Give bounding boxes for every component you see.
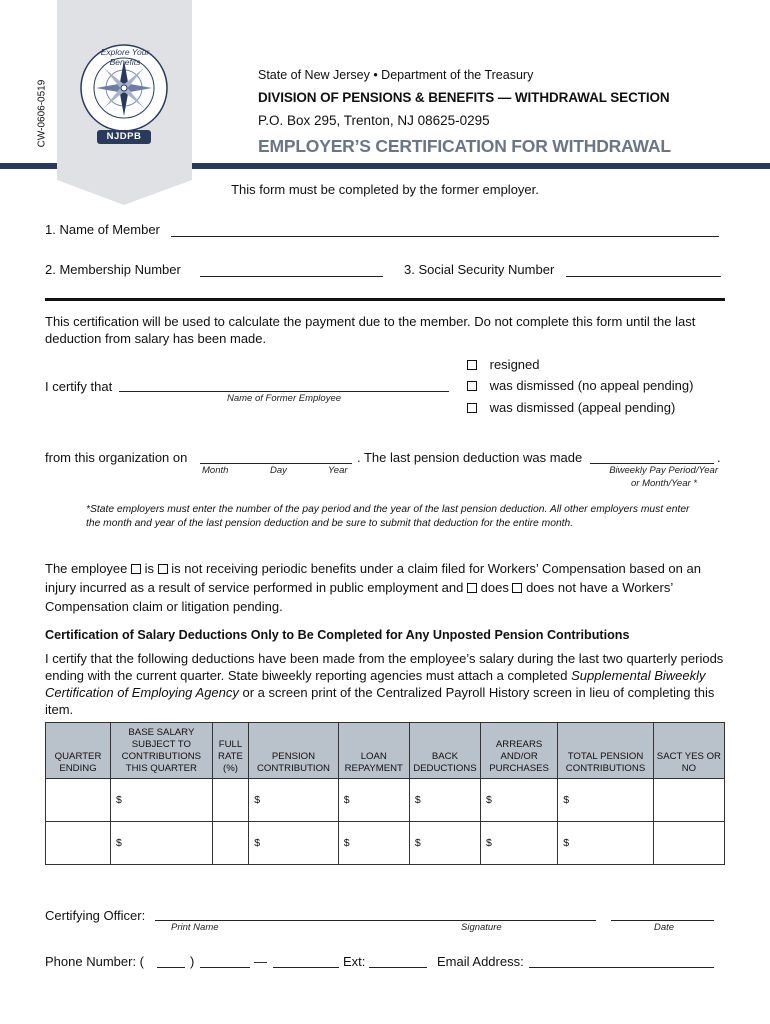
col-sact: SACT YES OR NO [653, 723, 724, 779]
phone-label: Phone Number: ( [45, 954, 144, 969]
phone-line-field[interactable] [273, 967, 339, 968]
header-rule-gap [57, 162, 192, 170]
table-cell[interactable]: $ [558, 779, 654, 822]
option-resigned-label: resigned [489, 357, 540, 372]
does-checkbox[interactable] [467, 583, 477, 593]
separation-label: from this organization on [45, 450, 188, 465]
table-cell[interactable] [212, 779, 249, 822]
table-cell[interactable]: $ [409, 779, 480, 822]
table-cell[interactable] [46, 779, 111, 822]
wc-part-4: does [480, 580, 509, 595]
table-cell[interactable]: $ [338, 822, 409, 865]
phone-dash: — [254, 954, 267, 969]
option-dismissed-no-appeal[interactable] [467, 378, 693, 393]
area-code-field[interactable] [157, 967, 185, 968]
table-cell[interactable]: $ [480, 779, 557, 822]
wc-part-2: is [144, 561, 155, 576]
col-arrears: ARREARS AND/OR PURCHASES [480, 723, 557, 779]
col-pension-contribution: PENSION CONTRIBUTION [249, 723, 338, 779]
col-total-pension: TOTAL PENSION CONTRIBUTIONS [558, 723, 654, 779]
ssn-field[interactable] [566, 276, 721, 277]
form-title: EMPLOYER’S CERTIFICATION FOR WITHDRAWAL [258, 136, 671, 156]
col-quarter-ending: QUARTER ENDING [46, 723, 111, 779]
ext-field[interactable] [369, 967, 427, 968]
table-cell[interactable] [653, 822, 724, 865]
option-dismissed-appeal-label: was dismissed (appeal pending) [489, 400, 676, 415]
logo-banner [57, 0, 192, 205]
membership-number-label: 2. Membership Number [45, 262, 181, 277]
table-cell[interactable]: $ [111, 779, 213, 822]
does-not-checkbox[interactable] [512, 583, 522, 593]
logo-tagline: Explore Your Benefits [100, 47, 150, 67]
logo-abbr: NJDPB [106, 131, 142, 142]
dismissed-no-appeal-checkbox[interactable] [467, 381, 477, 391]
table-cell[interactable]: $ [409, 822, 480, 865]
ssn-label: 3. Social Security Number [404, 262, 555, 277]
col-base-salary: BASE SALARY SUBJECT TO CONTRIBUTIONS THIS QUARTER [111, 723, 213, 779]
period-label-1: Biweekly Pay Period/Year [609, 465, 718, 476]
salary-section-text [45, 650, 729, 718]
salary-text-2: Supplemental Biweekly Certification of Employing Agency [45, 668, 706, 700]
phone-paren: ) [190, 954, 195, 969]
table-cell[interactable]: $ [558, 822, 654, 865]
officer-name-signature-field[interactable] [155, 920, 596, 921]
wc-part-1: The employee [45, 561, 128, 576]
certification-text: This certification will be used to calculate the payment due to the member. Do not complete this form until the last deduction from salary has been made. [45, 314, 696, 346]
period-label-2: or Month/Year * [630, 478, 697, 489]
former-employee-sublabel: Name of Former Employee [226, 393, 342, 404]
intro-text: This form must be completed by the former employer. [231, 182, 539, 197]
address-line: P.O. Box 295, Trenton, NJ 08625-0295 [258, 113, 490, 128]
year-label: Year [328, 465, 348, 476]
workers-comp-text [45, 559, 735, 616]
agency-line: State of New Jersey • Department of the Treasury [258, 68, 534, 82]
is-not-checkbox[interactable] [158, 564, 168, 574]
name-of-member-label: 1. Name of Member [45, 222, 160, 237]
print-name-label: Print Name [171, 922, 219, 933]
month-label: Month [202, 465, 229, 476]
option-dismissed-appeal[interactable] [467, 400, 675, 415]
table-cell[interactable] [46, 822, 111, 865]
last-deduction-field[interactable] [590, 463, 714, 464]
deductions-table [45, 722, 725, 865]
end-period: . [717, 450, 721, 465]
certify-label: I certify that [45, 379, 113, 394]
option-resigned[interactable] [467, 357, 540, 372]
phone-prefix-field[interactable] [200, 967, 250, 968]
day-label: Day [270, 465, 287, 476]
salary-text-1: I certify that the following deductions have been made from the employee’s salary during the last two quarterly periods ending with the current quarter. State biweekly reporting agencies must attach a completed [45, 651, 724, 683]
officer-date-field[interactable] [611, 920, 714, 921]
table-row [46, 822, 725, 865]
certifying-officer-label: Certifying Officer: [45, 908, 146, 923]
table-cell[interactable]: $ [249, 779, 338, 822]
resigned-checkbox[interactable] [467, 360, 477, 370]
membership-number-field[interactable] [200, 276, 383, 277]
table-row [46, 779, 725, 822]
table-cell[interactable]: $ [111, 822, 213, 865]
salary-text-3: or a screen print of the Centralized Payroll History screen in lieu of completing this item. [45, 685, 715, 717]
table-cell[interactable]: $ [338, 779, 409, 822]
section-rule [45, 298, 725, 301]
separation-date-field[interactable] [200, 463, 352, 464]
former-employee-field[interactable] [119, 391, 449, 392]
is-checkbox[interactable] [131, 564, 141, 574]
table-cell[interactable]: $ [480, 822, 557, 865]
table-cell[interactable] [653, 779, 724, 822]
state-employer-note: *State employers must enter the number of the pay period and the year of the last pension deduction. All other employers must enter the month and year of the last pension deduction and be sure to submit that deduction for the entire month. [86, 504, 690, 529]
email-label: Email Address: [437, 954, 524, 969]
table-header-row [46, 723, 725, 779]
wc-part-3: is not receiving periodic benefits under a claim filed for Workers’ Compensation based on an injury incurred as a result of service performed in public employment and [45, 561, 701, 595]
col-back-deductions: BACK DEDUCTIONS [409, 723, 480, 779]
col-full-rate: FULL RATE (%) [212, 723, 249, 779]
ext-label: Ext: [343, 954, 366, 969]
salary-section-heading: Certification of Salary Deductions Only to Be Completed for Any Unposted Pension Contributions [45, 628, 630, 642]
name-of-member-field[interactable] [171, 236, 719, 237]
form-code: CW-0606-0519 [36, 79, 48, 148]
option-dismissed-no-appeal-label: was dismissed (no appeal pending) [489, 378, 694, 393]
last-deduction-label: . The last pension deduction was made [357, 450, 583, 465]
wc-part-5: does not have a Workers’ Compensation claim or litigation pending. [45, 580, 673, 614]
email-field[interactable] [529, 967, 714, 968]
dismissed-appeal-checkbox[interactable] [467, 403, 477, 413]
col-loan-repayment: LOAN REPAYMENT [338, 723, 409, 779]
table-cell[interactable] [212, 822, 249, 865]
date-label: Date [654, 922, 675, 933]
table-cell[interactable]: $ [249, 822, 338, 865]
signature-label: Signature [461, 922, 502, 933]
division-line: DIVISION OF PENSIONS & BENEFITS — WITHDRAWAL SECTION [258, 90, 670, 105]
